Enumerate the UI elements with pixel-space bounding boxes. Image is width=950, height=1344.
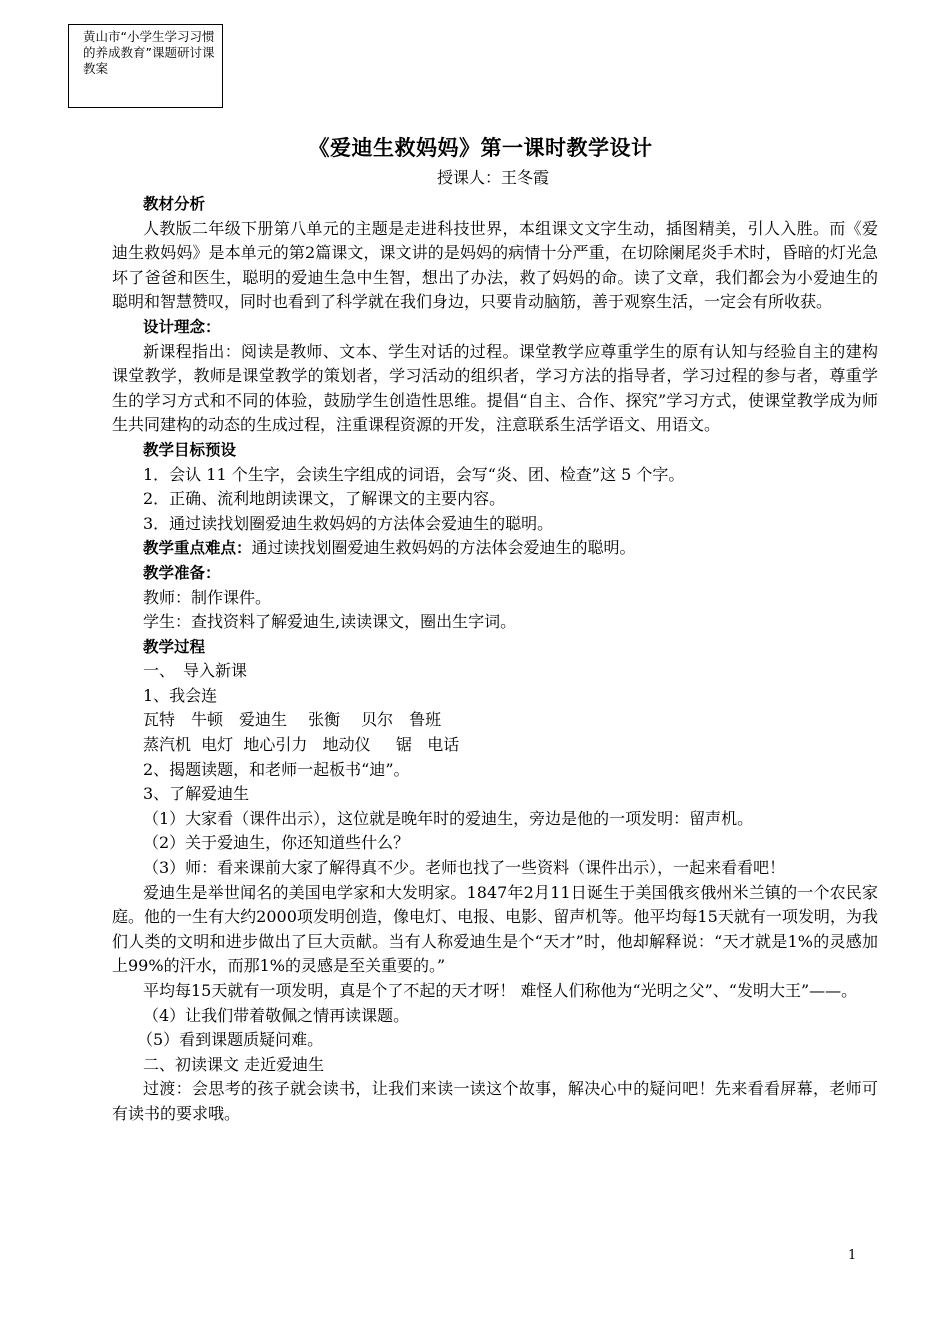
- process-heading: 教学过程: [143, 637, 206, 656]
- transition-paragraph: 过渡：会思考的孩子就会读书，让我们来读一读这个故事，解决心中的疑问吧！先来看看屏幕，老师可有读书的要求哦。: [112, 1079, 878, 1123]
- goal-item: 2．正确、流利地朗读课文，了解课文的主要内容。: [143, 489, 506, 509]
- prep-student: 学生：查找资料了解爱迪生,读读课文，圈出生字词。: [143, 612, 517, 632]
- prep-teacher: 教师：制作课件。: [143, 587, 272, 607]
- goal-item: 3．通过读找划圈爱迪生救妈妈的方法体会爱迪生的聪明。: [143, 513, 554, 533]
- sub-item-4: （4）让我们带着敬佩之情再读课题。: [143, 1005, 410, 1025]
- step-1-2: 2、揭题读题，和老师一起板书“迪”。: [143, 759, 410, 779]
- sub-item-2: （2）关于爱迪生，你还知道些什么？: [143, 833, 410, 853]
- prep-heading: 教学准备：: [143, 563, 221, 582]
- genius-paragraph: 平均每15天就有一项发明，真是个了不起的天才呀！ 难怪人们称他为“光明之父”、“发明大王”——。: [143, 981, 858, 1000]
- key-point-heading: 教学重点难点：: [143, 539, 252, 558]
- author-line: 授课人：王冬霞: [436, 168, 549, 187]
- step-1-1: 1、我会连: [143, 685, 218, 705]
- names-row: 瓦特 牛顿 爱迪生 张衡 贝尔 鲁班: [143, 710, 442, 730]
- concept-paragraph: 新课程指出：阅读是教师、文本、学生对话的过程。课堂教学应尊重学生的原有认知与经验自主的建构课堂教学，教师是课堂教学的策划者，学习活动的组织者，学习方法的指导者，学习过程的参与者，尊重学生的学习方式和不同的体验，鼓励学生创造性思维。提倡“自主、合作、探究”学习方式，使课堂教学成为师生共同建构的动态的生成过程，注重课程资源的开发，注意联系生活学语文、用语文。: [112, 341, 878, 435]
- topic-note-text: 黄山市“小学生学习习惯的养成教育”课题研讨课教案: [83, 29, 215, 76]
- topic-note-box: [68, 24, 223, 108]
- goals-heading: 教学目标预设: [143, 440, 237, 459]
- sub-item-1: （1）大家看（课件出示），这位就是晚年时的爱迪生，旁边是他的一项发明：留声机。: [143, 808, 754, 828]
- edison-paragraph: 爱迪生是举世闻名的美国电学家和大发明家。1847年2月11日诞生于美国俄亥俄州米兰镇的一个农民家庭。他的一生有大约2000项发明创造，像电灯、电报、电影、留声机等。他平均每15天就有一项发明，为我们人类的文明和进步做出了巨大贡献。当有人称爱迪生是个“天才”时，他却解释说：“天才就是1%的灵感加上99%的汗水，而那1%的灵感是至关重要的。”: [112, 882, 878, 976]
- material-paragraph: 人教版二年级下册第八单元的主题是走进科技世界，本组课文文字生动，插图精美，引人入胜。而《爱迪生救妈妈》是本单元的第2篇课文，课文讲的是妈妈的病情十分严重，在切除阑尾炎手术时，昏暗的灯光急坏了爸爸和医生，聪明的爱迪生急中生智，想出了办法，救了妈妈的命。读了文章，我们都会为小爱迪生的聪明和智慧赞叹，同时也看到了科学就在我们身边，只要肯动脑筋，善于观察生活，一定会有所收获。: [112, 218, 878, 312]
- step-1: 一、 导入新课: [143, 661, 248, 681]
- step-1-3: 3、了解爱迪生: [143, 784, 250, 804]
- goal-item: 1．会认 11 个生字，会读生字组成的词语，会写“炎、团、检查”这 5 个字。: [143, 464, 685, 484]
- concept-heading: 设计理念：: [143, 317, 221, 336]
- page-number: 1: [848, 1248, 857, 1263]
- step-2: 二、初读课文 走近爱迪生: [143, 1054, 325, 1074]
- document-body: [112, 132, 878, 1127]
- document-title: 《爱迪生救妈妈》第一课时教学设计: [308, 136, 653, 160]
- inventions-row: 蒸汽机 电灯 地心引力 地动仪 锯 电话: [143, 735, 460, 755]
- sub-item-3: （3）师：看来课前大家了解得真不少。老师也找了一些资料（课件出示），一起来看看吧！: [143, 858, 786, 878]
- key-point-text: 通过读找划圈爱迪生救妈妈的方法体会爱迪生的聪明。: [251, 538, 636, 558]
- key-point-line: [143, 536, 878, 561]
- sub-item-5: （5）看到课题质疑问难。: [137, 1030, 324, 1050]
- material-heading: 教材分析: [143, 195, 206, 213]
